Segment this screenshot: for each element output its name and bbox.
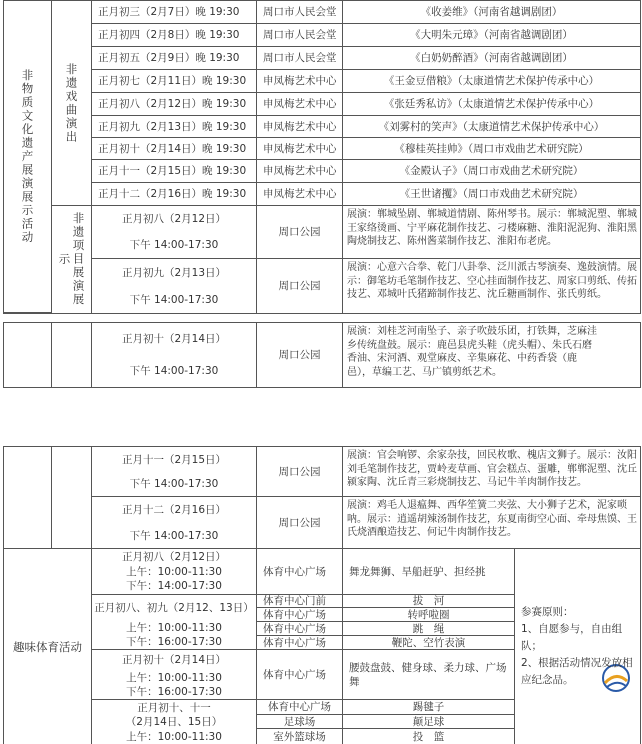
category-fun-sports: 趣味体育活动 [4, 549, 92, 744]
label-project-showcase: 非遗项目展演展示 [52, 206, 92, 313]
project-date: 正月十一（2月15日） [92, 447, 257, 472]
opera-play: 《穆桂英挂帅》（周口市戏曲艺术研究院） [343, 138, 640, 160]
opera-venue: 周口市人民会堂 [257, 47, 343, 70]
project-venue: 周口公园 [257, 323, 343, 387]
sports-event: 转呼啦圈 [343, 608, 515, 622]
sports-venue: 体育中心广场 [257, 549, 343, 595]
project-venue: 周口公园 [257, 206, 343, 259]
sports-venue: 体育中心广场 [257, 608, 343, 622]
sports-venue: 体育中心广场 [257, 700, 343, 715]
schedule-block-1 [3, 0, 641, 314]
sub-category-column [52, 447, 92, 549]
opera-time: 正月初五（2月9日）晚 19:30 [92, 47, 257, 70]
sports-hours: 上午：10:00-11:30 下午：14:00-17:30 [92, 564, 257, 595]
project-description: 展演：郸城坠剧、郸城道情剧、陈州琴书。展示：郸城泥塑、郸城王家络烫画、宁平麻花制作技艺、刁楼麻糖、淮阳泥泥狗、淮阳黑陶烧制技艺、陈州酱菜制作技艺、淮阳布老虎。 [343, 206, 640, 259]
sports-event: 跳 绳 [343, 622, 515, 636]
opera-play: 《金殿认子》（周口市戏曲艺术研究院） [343, 160, 640, 183]
opera-venue: 申凤梅艺术中心 [257, 116, 343, 138]
sports-event: 踢毽子 [343, 700, 515, 715]
project-description: 展演：心意六合拳、乾门八卦拳、泛川派古琴演奏、逸鼓演情。展示：御笔坊毛笔制作技艺、空心挂面制作技艺、周家口剪纸、传拓技艺、邓城叶氏猪蹄制作技艺、沈丘糖画制作、张氏剪纸。 [347, 262, 637, 301]
sports-hours: 上午：10:00-11:30 下午：16:00-17:30 [92, 620, 257, 650]
sports-date: 正月初八（2月12日） [92, 549, 257, 564]
opera-venue: 周口市人民会堂 [257, 24, 343, 47]
opera-play: 《收姜维》（河南省越调剧团） [343, 1, 640, 24]
opera-play: 《白奶奶醉酒》（河南省越调剧团） [343, 47, 640, 70]
project-date: 正月初十（2月14日） [92, 323, 257, 355]
sports-date: 正月初八、初九（2月12、13日） [92, 595, 257, 620]
opera-venue: 申凤梅艺术中心 [257, 70, 343, 93]
sports-date: 正月初十、十一 （2月14日、15日） [92, 700, 257, 730]
sub-category-column [52, 323, 92, 387]
sports-event: 拔 河 [343, 595, 515, 608]
sports-hours: 上午：10:00-11:30 [92, 730, 257, 744]
sports-venue: 体育中心广场 [257, 636, 343, 650]
project-hours: 下午 14:00-17:30 [92, 523, 257, 549]
project-description: 展演：刘桂芝河南坠子、亲子吹鼓乐团，打铁舞，芝麻洼乡传统盘鼓。展示：鹿邑县虎头鞋（虎头帽）、朱氏石磨香油、宋河酒、观堂麻皮、辛集麻花、中药香袋（鹿邑），草编工艺、马广镇剪纸艺术。 [347, 326, 597, 378]
opera-venue: 周口市人民会堂 [257, 1, 343, 24]
project-hours: 下午 14:00-17:30 [92, 286, 257, 313]
schedule-block-3 [3, 446, 641, 744]
opera-time: 正月初三（2月7日）晚 19:30 [92, 1, 257, 24]
category-column [4, 323, 52, 387]
opera-time: 正月初十（2月14日）晚 19:30 [92, 138, 257, 160]
opera-time: 正月十一（2月15日）晚 19:30 [92, 160, 257, 183]
project-hours: 下午 14:00-17:30 [92, 355, 257, 387]
sports-event: 腰鼓盘鼓、健身球、柔力球、广场舞 [343, 650, 515, 700]
opera-play: 《大明朱元璋》（河南省越调剧团） [343, 24, 640, 47]
category-column [4, 447, 52, 549]
opera-play: 《张廷秀私访》（太康道情艺术保护传承中心） [343, 93, 640, 116]
sports-event: 颠足球 [343, 715, 515, 729]
opera-time: 正月初九（2月13日）晚 19:30 [92, 116, 257, 138]
sports-venue: 体育中心广场 [257, 650, 343, 700]
sports-event: 鞭陀、空竹表演 [343, 636, 515, 650]
project-date: 正月初八（2月12日） [92, 206, 257, 232]
sports-event: 舞龙舞狮、旱船赶驴、担经挑 [343, 549, 515, 595]
opera-venue: 申凤梅艺术中心 [257, 183, 343, 206]
label-opera-performance: 非遗戏曲演出 [52, 1, 92, 206]
opera-play: 《王世诸攫》（周口市戏曲艺术研究院） [343, 183, 640, 206]
project-hours: 下午 14:00-17:30 [92, 232, 257, 259]
sports-venue: 室外篮球场 [257, 729, 343, 744]
opera-play: 《刘雾村的笑声》（太康道情艺术保护传承中心） [343, 116, 640, 138]
sports-date: 正月初十（2月14日） [92, 650, 257, 670]
schedule-block-2 [3, 322, 641, 388]
project-venue: 周口公园 [257, 497, 343, 549]
participation-notes: 参赛原则： 1、自愿参与，自由组队； 2、根据活动情况发放相应纪念品。 [521, 606, 633, 686]
project-date: 正月十二（2月16日） [92, 497, 257, 523]
sports-hours: 上午：10:00-11:30 下午：16:00-17:30 [92, 670, 257, 700]
opera-venue: 申凤梅艺术中心 [257, 160, 343, 183]
project-date: 正月初九（2月13日） [92, 259, 257, 286]
opera-play: 《王金豆借粮》（太康道情艺术保护传承中心） [343, 70, 640, 93]
opera-time: 正月十二（2月16日）晚 19:30 [92, 183, 257, 206]
project-description: 展演：官会响锣、余家杂技，回民枚歌、槐店文狮子。展示：汝阳刘毛笔制作技艺，贾岭麦草画、官会糕点、蛋雕，郸郸泥塑、沈丘颍家陶、沈丘青三彩烧制技艺、马记牛羊肉制作技艺。 [343, 447, 640, 497]
project-venue: 周口公园 [257, 259, 343, 313]
project-hours: 下午 14:00-17:30 [92, 472, 257, 497]
sports-event: 投 篮 [343, 729, 515, 744]
opera-venue: 申凤梅艺术中心 [257, 138, 343, 160]
project-venue: 周口公园 [257, 447, 343, 497]
sports-venue: 体育中心广场 [257, 622, 343, 636]
project-description: 展演：鸡毛人退瘟舞、西华笙簧二夹弦、大小狮子艺术，泥家唢呐。展示：逍遥胡辣汤制作技艺，东夏南街空心面、牵母焦馍、王氏烧酒酿造技艺、何记牛肉制作技艺。 [343, 497, 640, 549]
opera-time: 正月初八（2月12日）晚 19:30 [92, 93, 257, 116]
opera-time: 正月初七（2月11日）晚 19:30 [92, 70, 257, 93]
opera-venue: 申凤梅艺术中心 [257, 93, 343, 116]
sports-venue: 体育中心门前 [257, 595, 343, 608]
opera-time: 正月初四（2月8日）晚 19:30 [92, 24, 257, 47]
category-intangible-heritage: 非物质文化遗产展演展示活动 [4, 1, 52, 313]
sports-venue: 足球场 [257, 715, 343, 729]
